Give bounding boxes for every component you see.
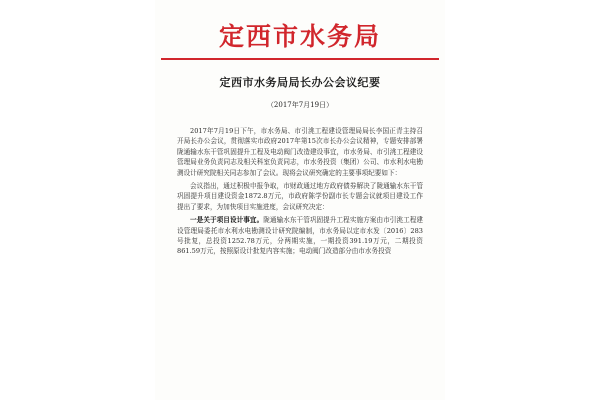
document-body bbox=[177, 126, 423, 260]
paragraph-1: 2017年7月19日下午，市水务局、市引洮工程建设管理局局长李国正青主持召开局长办公会议，贯彻落实市政府2017年第15次市长办公会议精神，专题安排部署陇通输水东干管巩固提升工程及电动阀门改造建设事宜，市水务局、市引洮工程建设管理局业务负责同志及相关科室负责同志，市水务投资（集团）公司、市水利水电勘测设计研究院相关同志参加了会议。现将会议研究确定的主要事项纪要如下： bbox=[177, 127, 423, 177]
document-date: （2017年7月19日） bbox=[266, 101, 334, 109]
header-red-line bbox=[161, 58, 439, 60]
document-sheet bbox=[155, 0, 445, 400]
paragraph-3-text: 陇通输水东干管巩固提升工程实施方案由市引洮工程建设管理局委托市水利水电勘测设计研究院编制，市水务局以定市水发〔2016〕283号批复，总投资1252.78万元，分两期实施，一期投资391.19万元，二期投资861.59万元，按照原设计批复内容实施；电动阀门改造部分由市水务投资 bbox=[177, 216, 423, 256]
paragraph-3-heading: 一是关于项目设计事宜。 bbox=[190, 216, 264, 225]
document-title: 定西市水务局局长办公会议纪要 bbox=[219, 76, 381, 89]
paragraph-3 bbox=[177, 215, 423, 257]
paragraph-2: 会议指出，通过积极申报争取，市财政通过地方政府债券解决了陇通输水东干管巩固提升项目建设资金1872.8万元，市政府陈学份副市长专题会议就项目建设工作提出了要求，为加快项目实施进度，会议研究决定： bbox=[177, 182, 423, 211]
agency-header: 定西市水务局 bbox=[218, 22, 381, 51]
